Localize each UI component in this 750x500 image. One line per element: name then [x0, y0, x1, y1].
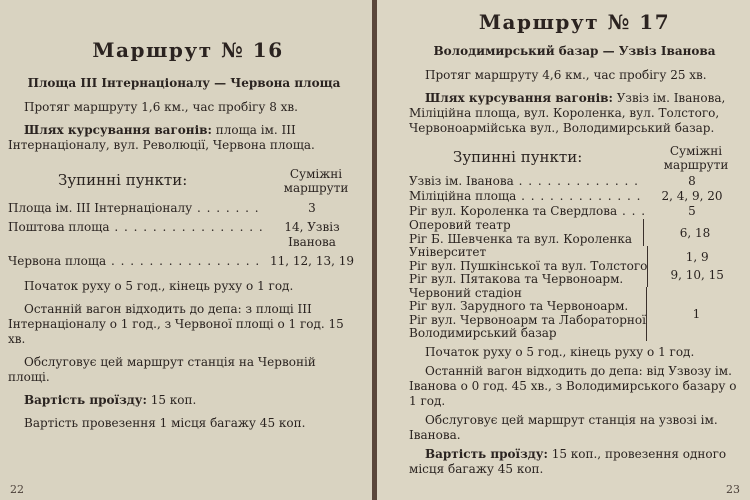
group-routes: 6, 18 [679, 225, 711, 240]
stop-name: Ріг вул. Червоноарм та Лабораторної [409, 313, 646, 327]
route-17-last: Останній вагон відходить до депа: від Узвозу ім. Іванова о 0 год. 45 хв., з Володимирського базару о 1 год. [409, 363, 737, 408]
fare-label: Вартість проїзду: [24, 393, 147, 407]
path-text: Узвіз ім. Іванова, Міліційна площа, вул. Короленка, вул. Толстого, Червоноармійська вул., Володимирський базар. [409, 91, 726, 135]
fare-value: 15 коп. [146, 393, 197, 407]
group-routes: 1 [692, 306, 701, 321]
stop-name: Ріг вул. Зарудного та Червоноарм. [409, 300, 629, 313]
route-16-luggage: Вартість провезення 1 місця багажу 45 коп. [24, 416, 306, 430]
route-16-start: Початок руху о 5 год., кінець руху о 1 год. [24, 279, 294, 293]
fare-label: Вартість проїзду: [425, 446, 548, 461]
page-number: 22 [10, 483, 24, 496]
stop-row [409, 260, 647, 274]
route-17-path [409, 91, 740, 136]
stop-name: Узвіз ім. Іванова . . . [409, 174, 644, 189]
route-17-title: Маршрут № 17 [478, 10, 671, 34]
stop-row [409, 287, 646, 301]
stop-name: Ріг вул. Короленка та Свердлова . . . [409, 204, 644, 219]
stop-row [409, 189, 740, 204]
left-page [0, 0, 372, 500]
stop-name: Міліційна площа . . . [409, 189, 644, 204]
stop-row [409, 327, 646, 341]
stop-row [409, 314, 646, 328]
stops-header [409, 144, 740, 172]
fare-value: 15 коп., провезення одного місця багажу 45 коп. [409, 446, 727, 476]
route-16-title: Маршрут № 16 [92, 38, 284, 62]
route-16-fare [8, 393, 360, 408]
path-label: Шлях курсування вагонів: [24, 123, 212, 137]
stops-header-label: Зупинні пункти: [453, 148, 583, 166]
stop-row [8, 254, 360, 269]
stop-row [409, 300, 646, 314]
stop-group [409, 219, 740, 246]
connect-header-label: Суміжні маршрути [283, 167, 349, 195]
stop-name: Університет [409, 246, 487, 259]
route-16-subtitle: Площа III Інтернаціоналу — Червона площа [27, 76, 341, 90]
stop-routes: 14, Узвіз Іванова [284, 220, 340, 249]
stop-row [409, 174, 740, 189]
stop-group [409, 287, 740, 341]
stop-name: Поштова площа . . . [8, 220, 264, 250]
stop-row [409, 204, 740, 219]
stop-routes: 3 [308, 201, 316, 215]
right-page [377, 0, 750, 500]
route-16-path [8, 123, 360, 153]
connect-header-label: Суміжні маршрути [663, 144, 729, 172]
route-16-served: Обслуговує цей маршрут станція на Червоній площі. [8, 355, 316, 384]
stop-routes: 8 [688, 174, 696, 188]
stop-row [409, 273, 647, 287]
route-16-stops [8, 201, 360, 269]
group-routes: 1, 9 9, 10, 15 [670, 250, 724, 283]
stop-name: Володимирський базар [409, 327, 557, 340]
stop-name: Червона площа . . . [8, 254, 264, 269]
stops-header [8, 167, 360, 195]
route-17-served: Обслуговує цей маршрут станція на узвозі ім. Іванова. [409, 412, 718, 442]
stop-name: Оперовий театр [409, 219, 511, 232]
stop-row [8, 220, 360, 250]
path-text: площа ім. III Інтернаціоналу, вул. Революції, Червона площа. [8, 123, 315, 152]
stop-routes: 2, 4, 9, 20 [661, 189, 723, 203]
route-17-stops [409, 174, 740, 341]
stop-name: Червоний стадіон [409, 286, 522, 300]
path-label: Шлях курсування вагонів: [425, 91, 613, 105]
stop-name: Ріг вул. Пятакова та Червоноарм. [409, 273, 624, 286]
stop-group [409, 246, 740, 287]
stop-routes: 11, 12, 13, 19 [270, 254, 354, 268]
stop-routes: 5 [688, 204, 696, 218]
route-16-length: Протяг маршруту 1,6 км., час пробігу 8 хв. [24, 100, 298, 114]
stop-row [409, 219, 643, 233]
stop-row [409, 233, 643, 247]
stop-name: Ріг вул. Пушкінської та вул. Толстого [409, 259, 648, 273]
route-17-fare [409, 447, 740, 477]
route-16-last: Останній вагон відходить до депа: з площі III Інтернаціоналу о 1 год., з Червоної площі о 1 год. 15 хв. [8, 302, 344, 346]
route-17-length: Протяг маршруту 4,6 км., час пробігу 25 хв. [425, 68, 707, 82]
stop-name: Ріг Б. Шевченка та вул. Короленка [409, 232, 632, 246]
stop-row [409, 246, 647, 260]
stop-name: Площа ім. III Інтернаціоналу . . . [8, 201, 264, 216]
stop-row [8, 201, 360, 216]
route-17-subtitle: Володимирський базар — Узвіз Іванова [433, 44, 716, 58]
route-17-start: Початок руху о 5 год., кінець руху о 1 год. [425, 344, 695, 359]
stops-header-label: Зупинні пункти: [58, 171, 188, 189]
page-number: 23 [726, 483, 740, 496]
